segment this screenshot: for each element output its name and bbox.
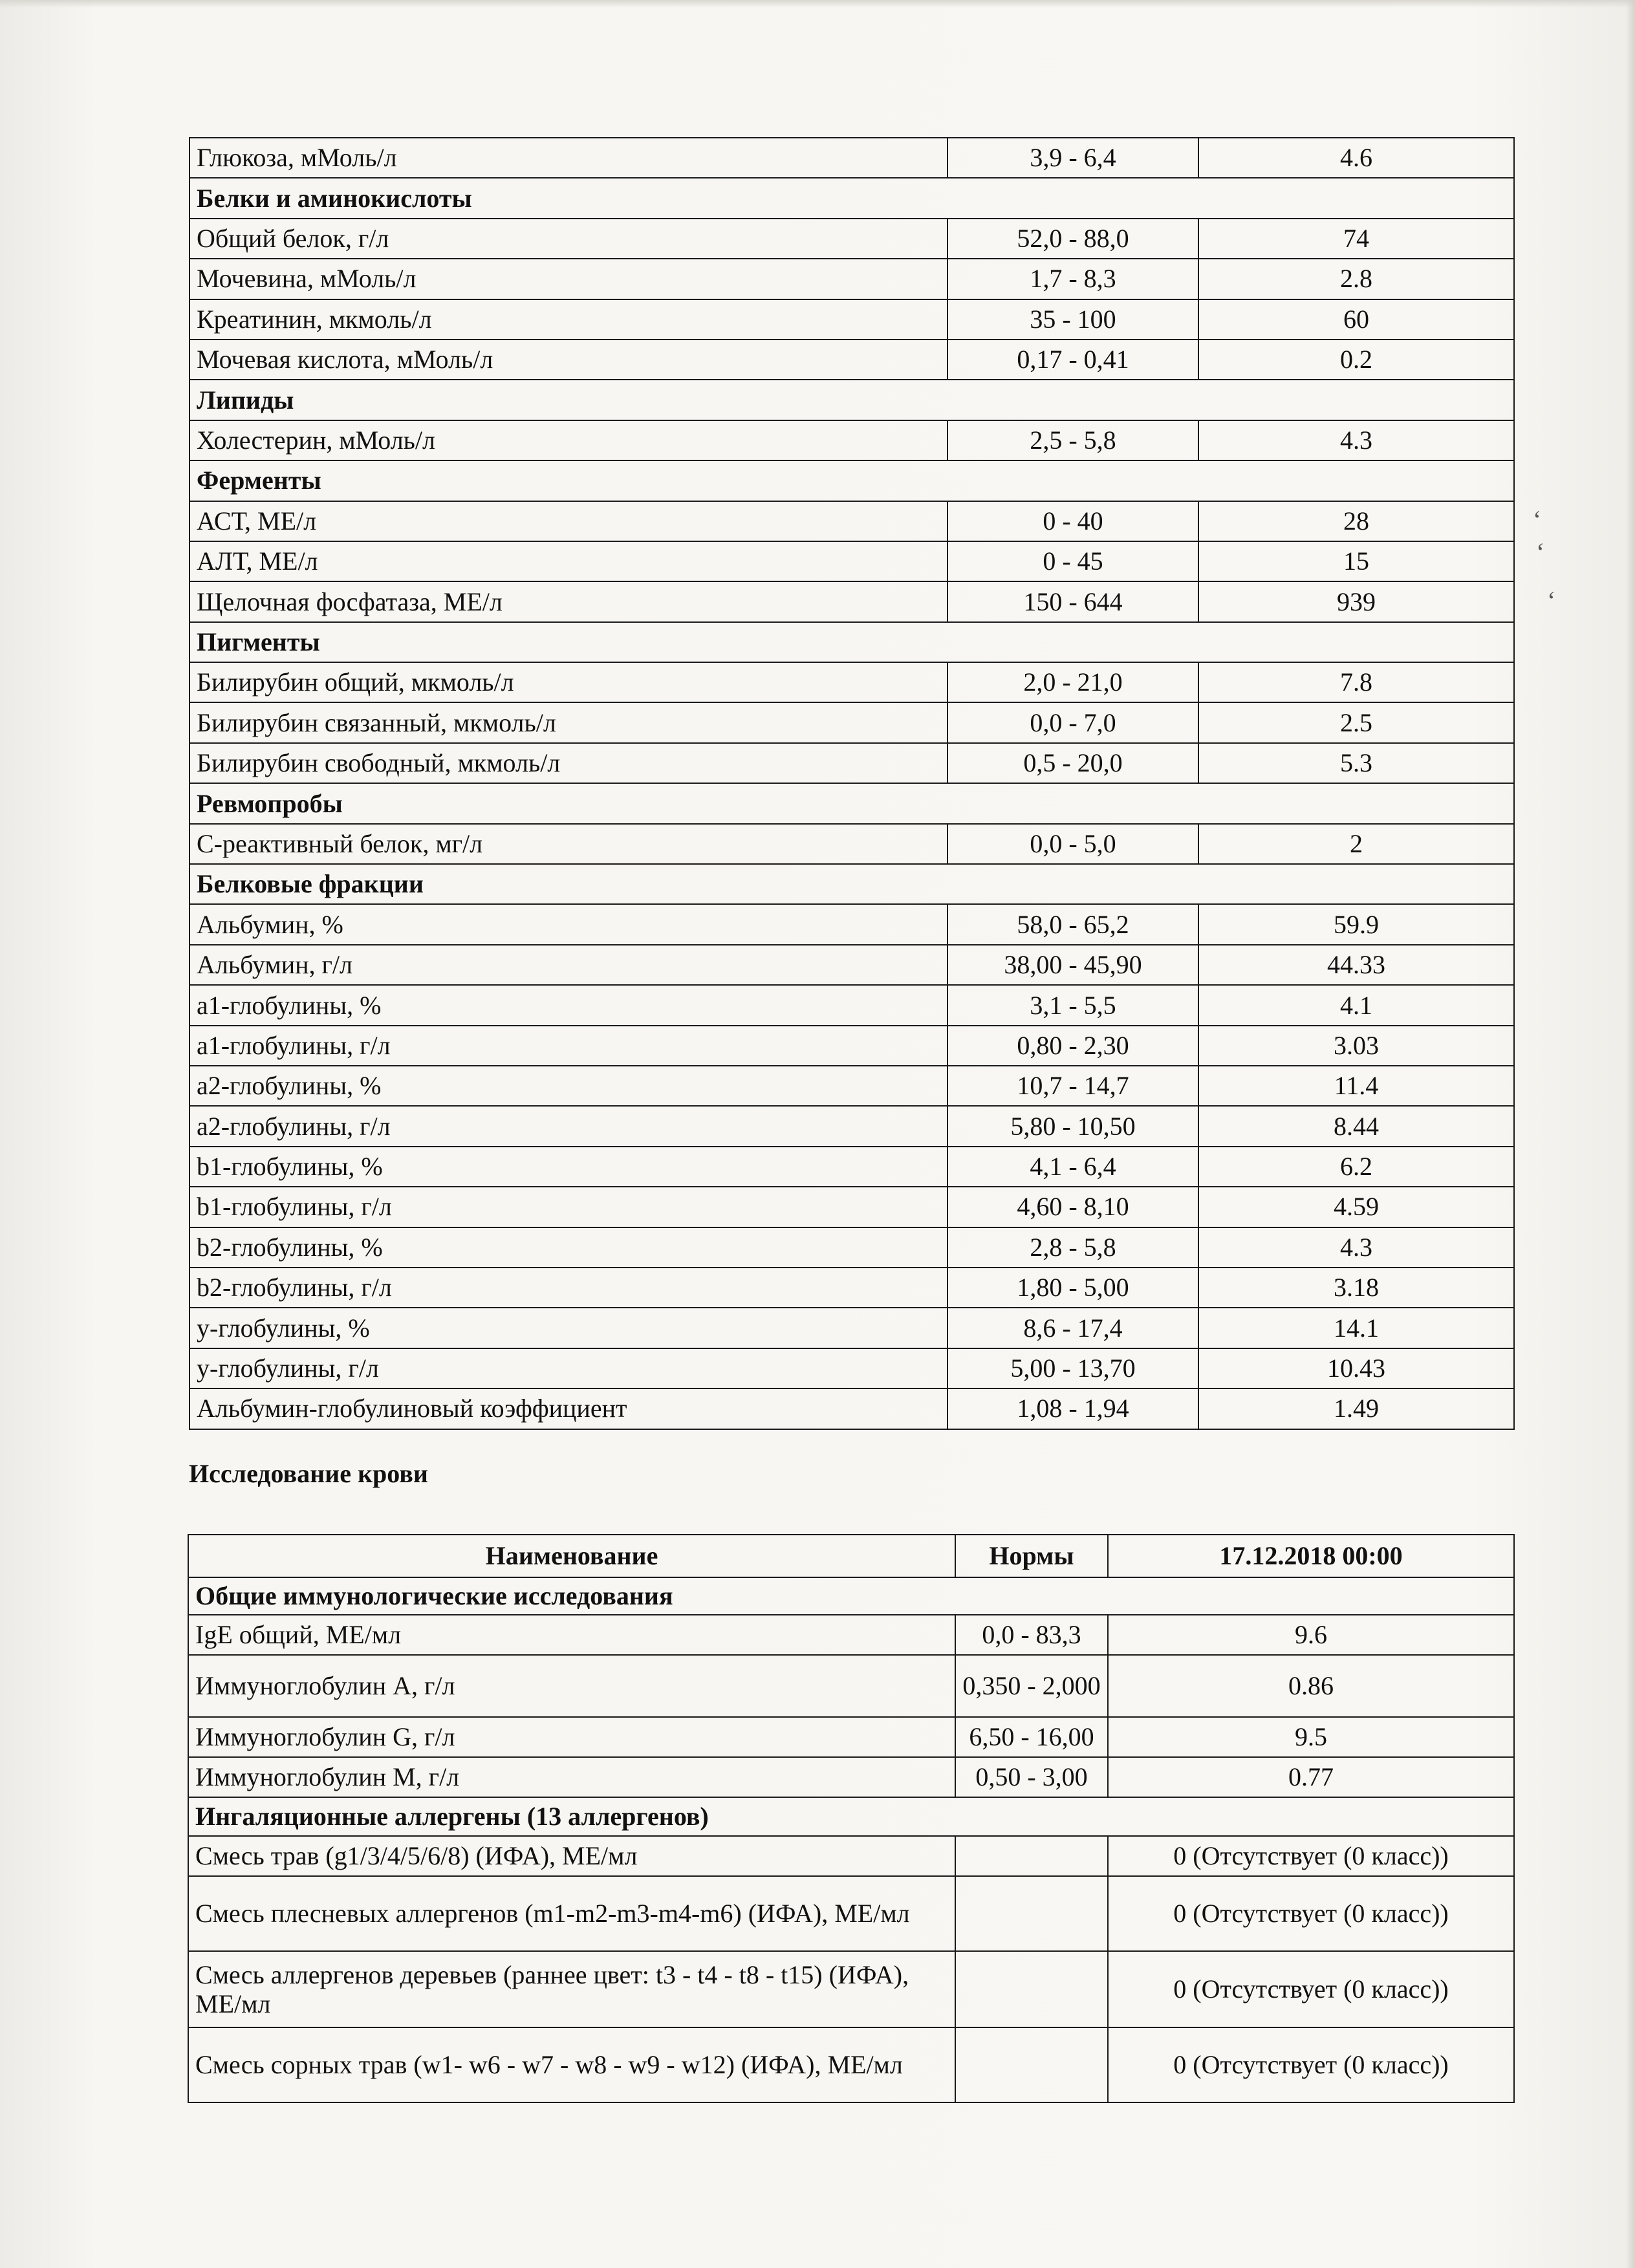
- reference-range: 0,350 - 2,000: [955, 1655, 1108, 1717]
- section-label: Пигменты: [189, 622, 1514, 662]
- test-name: Альбумин, г/л: [189, 945, 947, 985]
- table-row: [188, 1876, 1514, 1951]
- reference-range: 0,50 - 3,00: [955, 1757, 1108, 1797]
- pen-mark: ‘: [1547, 586, 1556, 615]
- table-row: [189, 541, 1514, 581]
- test-name: Билирубин свободный, мкмоль/л: [189, 743, 947, 783]
- column-header-name: Наименование: [188, 1535, 955, 1577]
- reference-range: 5,00 - 13,70: [947, 1348, 1198, 1388]
- reference-range: 2,0 - 21,0: [947, 662, 1198, 702]
- section-row: [189, 178, 1514, 218]
- section-row: [189, 380, 1514, 420]
- result-value: 1.49: [1198, 1388, 1514, 1429]
- result-value: 3.18: [1198, 1268, 1514, 1308]
- section-label: Общие иммунологические исследования: [188, 1577, 1514, 1615]
- blood-test-table: [188, 1534, 1515, 2103]
- paper-top-edge: [0, 0, 1635, 8]
- result-value: 11.4: [1198, 1066, 1514, 1106]
- result-value: 0.86: [1108, 1655, 1514, 1717]
- reference-range: 0,0 - 83,3: [955, 1615, 1108, 1655]
- table-row: [189, 743, 1514, 783]
- table-row: [189, 501, 1514, 541]
- reference-range: [955, 2027, 1108, 2102]
- test-name: Мочевая кислота, мМоль/л: [189, 340, 947, 380]
- table-row: [189, 1066, 1514, 1106]
- test-name: Иммуноглобулин A, г/л: [188, 1655, 955, 1717]
- table-row: [189, 138, 1514, 178]
- result-value: 8.44: [1198, 1106, 1514, 1146]
- reference-range: 58,0 - 65,2: [947, 904, 1198, 944]
- reference-range: 8,6 - 17,4: [947, 1308, 1198, 1348]
- table-row: [188, 1655, 1514, 1717]
- table-row: [188, 1717, 1514, 1757]
- reference-range: 0,80 - 2,30: [947, 1026, 1198, 1066]
- reference-range: 150 - 644: [947, 581, 1198, 621]
- table-row: [189, 702, 1514, 742]
- table-row: [188, 1951, 1514, 2027]
- result-value: 4.6: [1198, 138, 1514, 178]
- table-row: [189, 1106, 1514, 1146]
- section-label: Ферменты: [189, 460, 1514, 501]
- result-value: 2.5: [1198, 702, 1514, 742]
- test-name: Альбумин-глобулиновый коэффициент: [189, 1388, 947, 1429]
- section-label: Липиды: [189, 380, 1514, 420]
- test-name: Смесь аллергенов деревьев (раннее цвет: t3 - t4 - t8 - t15) (ИФА), МЕ/мл: [188, 1951, 955, 2027]
- table-row: [189, 259, 1514, 299]
- table-row: [189, 1187, 1514, 1227]
- result-value: 10.43: [1198, 1348, 1514, 1388]
- table-row: [189, 219, 1514, 259]
- result-value: 0.77: [1108, 1757, 1514, 1797]
- reference-range: 0,5 - 20,0: [947, 743, 1198, 783]
- result-value: 59.9: [1198, 904, 1514, 944]
- reference-range: 3,1 - 5,5: [947, 985, 1198, 1025]
- result-value: 60: [1198, 299, 1514, 340]
- table-row: [189, 824, 1514, 864]
- test-name: Смесь сорных трав (w1- w6 - w7 - w8 - w9 - w12) (ИФА), МЕ/мл: [188, 2027, 955, 2102]
- table-row: [189, 945, 1514, 985]
- test-name: Холестерин, мМоль/л: [189, 420, 947, 460]
- result-value: 4.59: [1198, 1187, 1514, 1227]
- test-name: Глюкоза, мМоль/л: [189, 138, 947, 178]
- section-row: [189, 783, 1514, 823]
- section-label: Ингаляционные аллергены (13 аллергенов): [188, 1797, 1514, 1836]
- reference-range: [955, 1951, 1108, 2027]
- reference-range: 2,8 - 5,8: [947, 1227, 1198, 1268]
- result-value: 28: [1198, 501, 1514, 541]
- table-row: [189, 581, 1514, 621]
- reference-range: 0,0 - 5,0: [947, 824, 1198, 864]
- section-row: [189, 460, 1514, 501]
- table-row: [189, 904, 1514, 944]
- reference-range: 0 - 45: [947, 541, 1198, 581]
- reference-range: 0 - 40: [947, 501, 1198, 541]
- table-row: [189, 299, 1514, 340]
- table-row: [189, 662, 1514, 702]
- test-name: b2-глобулины, %: [189, 1227, 947, 1268]
- section-row: [189, 864, 1514, 904]
- reference-range: 10,7 - 14,7: [947, 1066, 1198, 1106]
- test-name: Общий белок, г/л: [189, 219, 947, 259]
- pen-mark: ‘: [1533, 505, 1542, 534]
- result-value: 15: [1198, 541, 1514, 581]
- table-row: [189, 1388, 1514, 1429]
- test-name: a2-глобулины, г/л: [189, 1106, 947, 1146]
- table-row: [188, 1757, 1514, 1797]
- result-value: 0.2: [1198, 340, 1514, 380]
- table-row: [189, 420, 1514, 460]
- reference-range: 1,08 - 1,94: [947, 1388, 1198, 1429]
- result-value: 7.8: [1198, 662, 1514, 702]
- section-row: [189, 622, 1514, 662]
- section-label: Белковые фракции: [189, 864, 1514, 904]
- test-name: АСТ, МЕ/л: [189, 501, 947, 541]
- section-label: Белки и аминокислоты: [189, 178, 1514, 218]
- table-row: [188, 1615, 1514, 1655]
- paper-right-edge: [1626, 0, 1635, 2268]
- table-row: [189, 340, 1514, 380]
- result-value: 4.3: [1198, 420, 1514, 460]
- reference-range: 6,50 - 16,00: [955, 1717, 1108, 1757]
- reference-range: 35 - 100: [947, 299, 1198, 340]
- test-name: АЛТ, МЕ/л: [189, 541, 947, 581]
- result-value: 74: [1198, 219, 1514, 259]
- table-row: [189, 1268, 1514, 1308]
- result-value: 4.1: [1198, 985, 1514, 1025]
- result-value: 2: [1198, 824, 1514, 864]
- result-value: 14.1: [1198, 1308, 1514, 1348]
- reference-range: [955, 1876, 1108, 1951]
- reference-range: 0,17 - 0,41: [947, 340, 1198, 380]
- result-value: 2.8: [1198, 259, 1514, 299]
- table-row: [189, 1348, 1514, 1388]
- section-label: Ревмопробы: [189, 783, 1514, 823]
- reference-range: 3,9 - 6,4: [947, 138, 1198, 178]
- result-value: 44.33: [1198, 945, 1514, 985]
- table-row: [189, 1026, 1514, 1066]
- section-row: [188, 1577, 1514, 1615]
- pen-mark: ‘: [1536, 537, 1545, 567]
- result-value: 0 (Отсутствует (0 класс)): [1108, 2027, 1514, 2102]
- reference-range: 5,80 - 10,50: [947, 1106, 1198, 1146]
- table-row: [188, 1836, 1514, 1876]
- reference-range: 0,0 - 7,0: [947, 702, 1198, 742]
- result-value: 3.03: [1198, 1026, 1514, 1066]
- test-name: Креатинин, мкмоль/л: [189, 299, 947, 340]
- section-title: Исследование крови: [189, 1459, 428, 1488]
- test-name: Смесь трав (g1/3/4/5/6/8) (ИФА), МЕ/мл: [188, 1836, 955, 1876]
- test-name: Альбумин, %: [189, 904, 947, 944]
- test-name: Билирубин связанный, мкмоль/л: [189, 702, 947, 742]
- reference-range: 4,60 - 8,10: [947, 1187, 1198, 1227]
- reference-range: 52,0 - 88,0: [947, 219, 1198, 259]
- table-header-row: [188, 1535, 1514, 1577]
- reference-range: 4,1 - 6,4: [947, 1147, 1198, 1187]
- reference-range: 38,00 - 45,90: [947, 945, 1198, 985]
- test-name: Щелочная фосфатаза, МЕ/л: [189, 581, 947, 621]
- reference-range: 1,80 - 5,00: [947, 1268, 1198, 1308]
- test-name: a1-глобулины, г/л: [189, 1026, 947, 1066]
- result-value: 0 (Отсутствует (0 класс)): [1108, 1876, 1514, 1951]
- result-value: 9.5: [1108, 1717, 1514, 1757]
- test-name: b2-глобулины, г/л: [189, 1268, 947, 1308]
- test-name: y-глобулины, %: [189, 1308, 947, 1348]
- table-row: [189, 1308, 1514, 1348]
- section-row: [188, 1797, 1514, 1836]
- result-value: 5.3: [1198, 743, 1514, 783]
- table-row: [189, 985, 1514, 1025]
- test-name: Смесь плесневых аллергенов (m1-m2-m3-m4-m6) (ИФА), МЕ/мл: [188, 1876, 955, 1951]
- test-name: a2-глобулины, %: [189, 1066, 947, 1106]
- reference-range: 1,7 - 8,3: [947, 259, 1198, 299]
- test-name: Иммуноглобулин G, г/л: [188, 1717, 955, 1757]
- result-value: 0 (Отсутствует (0 класс)): [1108, 1836, 1514, 1876]
- test-name: Иммуноглобулин M, г/л: [188, 1757, 955, 1797]
- column-header-norm: Нормы: [955, 1535, 1108, 1577]
- test-name: b1-глобулины, г/л: [189, 1187, 947, 1227]
- test-name: a1-глобулины, %: [189, 985, 947, 1025]
- column-header-date: 17.12.2018 00:00: [1108, 1535, 1514, 1577]
- test-name: С-реактивный белок, мг/л: [189, 824, 947, 864]
- result-value: 939: [1198, 581, 1514, 621]
- test-name: b1-глобулины, %: [189, 1147, 947, 1187]
- result-value: 9.6: [1108, 1615, 1514, 1655]
- table-row: [188, 2027, 1514, 2102]
- table-row: [189, 1147, 1514, 1187]
- table-row: [189, 1227, 1514, 1268]
- test-name: Мочевина, мМоль/л: [189, 259, 947, 299]
- test-name: IgE общий, МЕ/мл: [188, 1615, 955, 1655]
- reference-range: 2,5 - 5,8: [947, 420, 1198, 460]
- test-name: y-глобулины, г/л: [189, 1348, 947, 1388]
- result-value: 6.2: [1198, 1147, 1514, 1187]
- reference-range: [955, 1836, 1108, 1876]
- biochemistry-table: [189, 137, 1515, 1430]
- test-name: Билирубин общий, мкмоль/л: [189, 662, 947, 702]
- result-value: 4.3: [1198, 1227, 1514, 1268]
- result-value: 0 (Отсутствует (0 класс)): [1108, 1951, 1514, 2027]
